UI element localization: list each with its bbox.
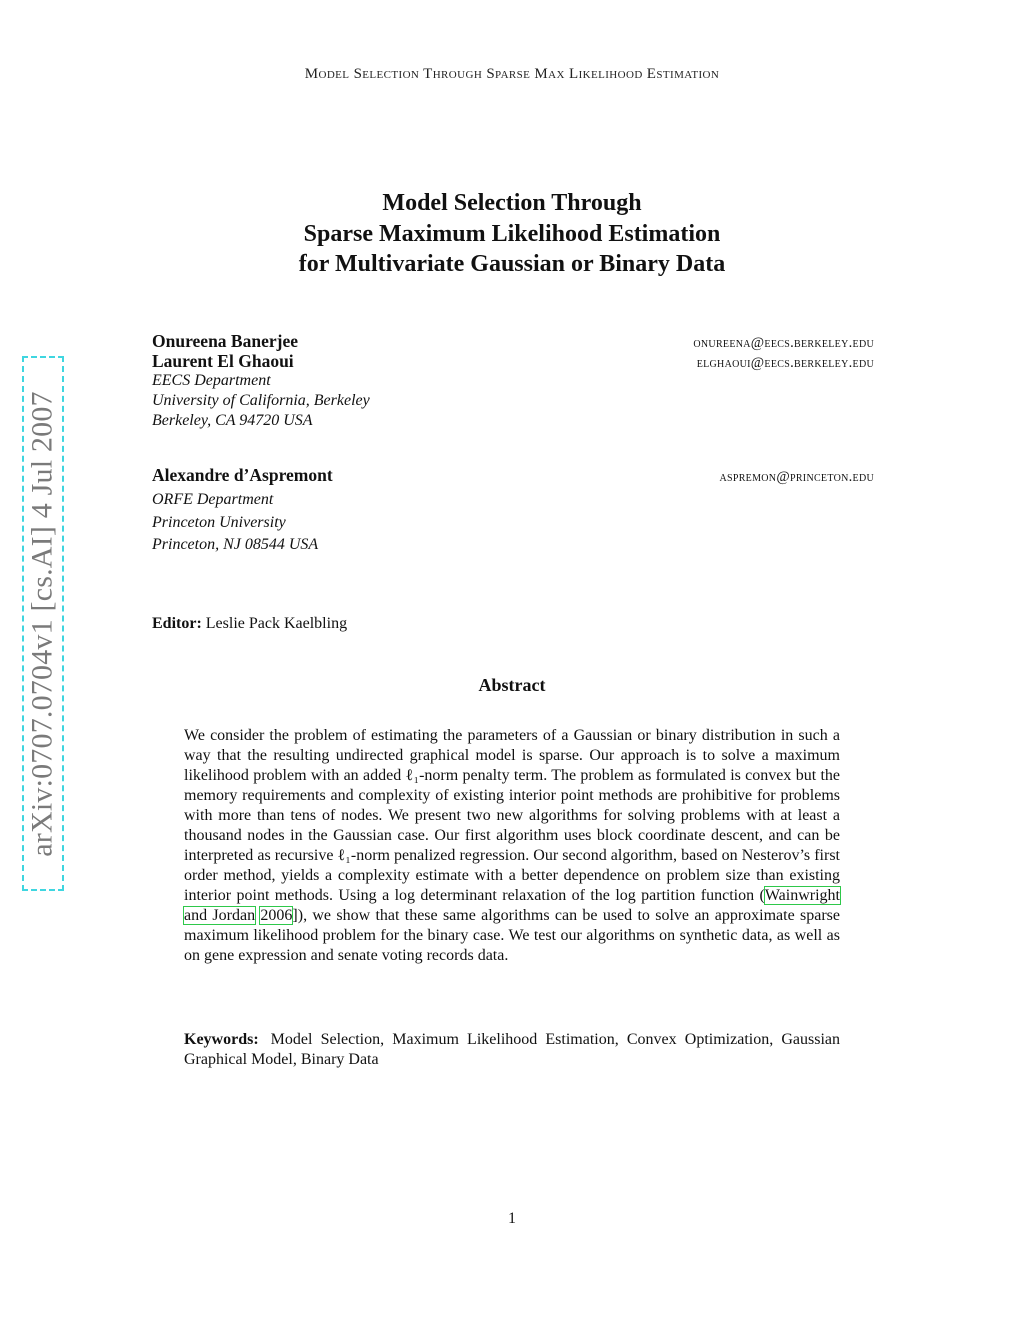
affiliation-line: ORFE Department — [152, 491, 274, 508]
keywords-label: Keywords: — [184, 1031, 259, 1048]
abstract-body — [184, 726, 840, 966]
affiliation-line: EECS Department — [152, 372, 271, 389]
author-group-princeton — [152, 465, 874, 557]
author-email[interactable]: elghaoui@eecs.berkeley.edu — [696, 355, 874, 371]
paper-title — [0, 188, 1024, 280]
author-group-berkeley — [152, 331, 874, 431]
title-line-1: Model Selection Through — [382, 190, 642, 216]
affiliation-line: Princeton, NJ 08544 USA — [152, 536, 319, 553]
editor-line — [152, 615, 347, 633]
author-row — [152, 465, 874, 485]
citation-link-year[interactable]: 2006 — [260, 907, 293, 924]
affiliation-line: Berkeley, CA 94720 USA — [152, 412, 313, 429]
author-row — [152, 351, 874, 371]
affiliation-line: University of California, Berkeley — [152, 392, 370, 409]
author-email[interactable]: onureena@eecs.berkeley.edu — [693, 335, 874, 351]
affiliation-line: Princeton University — [152, 513, 286, 531]
abstract-heading: Abstract — [478, 675, 546, 695]
editor-name: Leslie Pack Kaelbling — [205, 615, 348, 632]
keywords-text: Model Selection, Maximum Likelihood Estimation, Convex Optimization, Gaussian Graphical Model, Binary Data — [184, 1031, 840, 1068]
author-row — [152, 331, 874, 351]
arxiv-id: arXiv:0707.0704v1 [cs.AI] 4 Jul 2007 — [26, 390, 60, 857]
keywords — [184, 1030, 840, 1070]
running-head: Model Selection Through Sparse Max Likelihood Estimation — [304, 66, 720, 82]
page-number: 1 — [508, 1210, 516, 1227]
author-name: Alexandre d’Aspremont — [152, 465, 333, 485]
abstract-text-part2: ]), we show that these same algorithms can be used to solve an approximate sparse maximum likelihood problem for the binary case. We test our algorithms on synthetic data, as well as on gene expression and senate voting records data. — [184, 907, 841, 964]
title-line-3: for Multivariate Gaussian or Binary Data — [298, 251, 726, 277]
citation-link-authors[interactable]: Wainwright and Jordan — [184, 887, 840, 924]
title-line-2: Sparse Maximum Likelihood Estimation — [303, 220, 721, 247]
arxiv-stamp[interactable] — [22, 356, 64, 891]
abstract-text-part1: We consider the problem of estimating the parameters of a Gaussian or binary distribution in such a way that the resulting undirected graphical model is sparse. Our approach is to solve a maximum likelihood problem with an added ℓ₁-norm penalty term. The problem as formulated is convex but the memory requirements and complexity of existing interior point methods are prohibitive for problems with more than tens of nodes. We present two new algorithms for solving problems with at least a thousand nodes in the Gaussian case. Our first algorithm uses block coordinate descent, and can be interpreted as recursive ℓ₁-norm penalized regression. Our second algorithm, based on Nesterov’s first order method, yields a complexity estimate with a better dependence on problem size than existing interior point methods. Using a log determinant relaxation of the log partition function ( — [184, 727, 840, 904]
author-email[interactable]: aspremon@princeton.edu — [719, 469, 874, 485]
author-name: Laurent El Ghaoui — [152, 351, 294, 371]
editor-label: Editor: — [152, 615, 202, 632]
author-name: Onureena Banerjee — [152, 331, 298, 351]
